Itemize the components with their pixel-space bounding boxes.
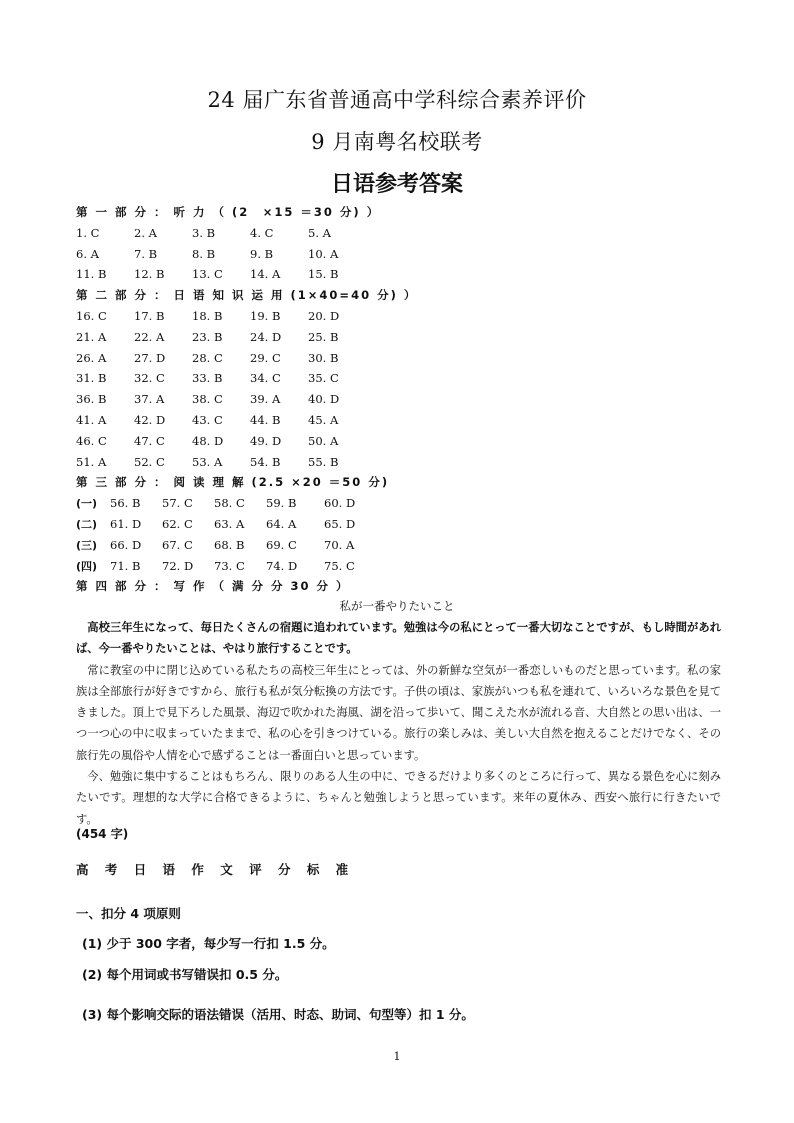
answer-item: 61. D	[110, 516, 142, 531]
answer-item: 44. B	[250, 412, 281, 427]
answer-item: 66. D	[110, 537, 142, 552]
answer-item: 11. B	[76, 267, 107, 282]
answer-row	[76, 556, 726, 577]
answer-item: 54. B	[250, 454, 281, 469]
word-count: (454 字)	[76, 827, 129, 841]
answer-item: 30. B	[308, 350, 339, 365]
answer-item: 36. B	[76, 392, 107, 407]
scoring-standard-title: 高 考 日 语 作 文 评 分 标 准	[76, 862, 355, 877]
answer-item: 57. C	[162, 496, 193, 511]
part4-heading: 第 四 部 分 ： 写 作 （ 满 分 分 30 分 ）	[76, 579, 350, 594]
answer-item: 43. C	[192, 412, 223, 427]
answer-item: 74. D	[266, 558, 298, 573]
essay-paragraph: 常に教室の中に閉じ込めている私たちの高校三年生にとっては、外の新鮮な空気が一番恋しいものだと思っています。私の家族は全部旅行が好きですから、旅行も私が気分転換の方法です。子供の頃は、家族がいつも私を連れて、いろいろな景色を見てきました。頂上で見下ろした風景、海辺で吹かれた海風、湖を沿って歩いて、聞こえた水が流れる音、大自然との思い出は、一つ一つ心の中に収まっていたままで、私の心を引きつけている。旅行の楽しみは、美しい大自然を抱えることだけでなく、その旅行先の風俗や人情を心で感ずることは一番面白いと思っています。	[76, 663, 721, 762]
part3-heading: 第 三 部 分 ： 阅 读 理 解 (2.5 ×20 ＝50 分)	[76, 475, 390, 490]
answer-item: 68. B	[214, 537, 245, 552]
answer-item: 62. C	[162, 516, 193, 531]
answer-item: 1. C	[76, 225, 100, 240]
part1-section	[76, 202, 726, 597]
answer-item: 52. C	[134, 454, 165, 469]
answer-item: 31. B	[76, 371, 107, 386]
answer-row	[76, 223, 726, 244]
answer-item: 56. B	[110, 496, 141, 511]
rule-item: (1) 少于 300 字者，每少写一行扣 1.5 分。	[82, 936, 335, 951]
answer-item: 69. C	[266, 537, 297, 552]
answer-row	[76, 264, 726, 285]
answer-item: 23. B	[192, 329, 223, 344]
answer-item: 59. B	[266, 496, 297, 511]
answer-item: 45. A	[308, 412, 339, 427]
answer-item: 50. A	[308, 433, 339, 448]
answer-item: 33. B	[192, 371, 223, 386]
page-number: 1	[393, 1050, 401, 1063]
answer-item: 60. D	[324, 496, 356, 511]
answer-item: 39. A	[250, 392, 281, 407]
answer-item: 40. D	[308, 392, 340, 407]
answer-row	[76, 327, 726, 348]
group-label: (三)	[76, 538, 98, 552]
answer-item: 27. D	[134, 350, 166, 365]
answer-item: 6. A	[76, 246, 99, 261]
answer-item: 21. A	[76, 329, 107, 344]
answer-item: 41. A	[76, 412, 107, 427]
answer-item: 10. A	[308, 246, 339, 261]
answer-item: 25. B	[308, 329, 339, 344]
answer-row	[76, 306, 726, 327]
answer-row	[76, 244, 726, 265]
answer-item: 63. A	[214, 516, 245, 531]
answer-item: 4. C	[250, 225, 274, 240]
answer-item: 51. A	[76, 454, 107, 469]
answer-row	[76, 431, 726, 452]
answer-item: 14. A	[250, 267, 281, 282]
answer-row	[76, 389, 726, 410]
answer-row	[76, 452, 726, 473]
part2-heading: 第 二 部 分 ： 日 语 知 识 运 用 (1×40=40 分) ）	[76, 288, 418, 303]
answer-item: 72. D	[162, 558, 194, 573]
answer-item: 35. C	[308, 371, 339, 386]
answer-item: 18. B	[192, 308, 223, 323]
answer-item: 22. A	[134, 329, 165, 344]
answer-item: 26. A	[76, 350, 107, 365]
answer-item: 16. C	[76, 308, 107, 323]
answer-row	[76, 493, 726, 514]
rule-heading: 一、扣分 4 项原则	[76, 906, 181, 921]
essay-paragraph: 今、勉強に集中することはもちろん、限りのある人生の中に、できるだけより多くのところに行って、異なる景色を心に刻みたいです。理想的な大学に合格できるように、ちゃんと勉強しようと思っています。来年の夏休み、西安へ旅行に行きたいです。	[76, 770, 721, 826]
answer-row	[76, 348, 726, 369]
answer-item: 67. C	[162, 537, 193, 552]
part1-heading: 第 一 部 分 ： 听 力 （ (2 ×15 ＝30 分) ）	[76, 205, 381, 219]
answer-item: 53. A	[192, 454, 223, 469]
answer-item: 28. C	[192, 350, 223, 365]
answer-item: 58. C	[214, 496, 245, 511]
answer-item: 5. A	[308, 225, 331, 240]
answer-row	[76, 368, 726, 389]
page-title: 日语参考答案	[330, 172, 463, 197]
answer-item: 55. B	[308, 454, 339, 469]
answer-item: 46. C	[76, 433, 107, 448]
essay-paragraph: 高校三年生になって、毎日たくさんの宿題に追われています。勉強は今の私にとって一番大切なことですが、もし時間があれば、今一番やりたいことは、やはり旅行することです。	[76, 621, 721, 656]
answer-item: 70. A	[324, 537, 355, 552]
answer-item: 32. C	[134, 371, 165, 386]
answer-item: 42. D	[134, 412, 166, 427]
answer-item: 2. A	[134, 225, 157, 240]
answer-row	[76, 410, 726, 431]
answer-item: 34. C	[250, 371, 281, 386]
answer-item: 49. D	[250, 433, 282, 448]
answer-item: 47. C	[134, 433, 165, 448]
essay-title: 私が一番やりたいこと	[339, 599, 455, 613]
answer-item: 24. D	[250, 329, 282, 344]
answer-item: 17. B	[134, 308, 165, 323]
answer-item: 9. B	[250, 246, 274, 261]
answer-item: 8. B	[192, 246, 216, 261]
rule-item: (2) 每个用词或书写错误扣 0.5 分。	[82, 967, 288, 982]
answer-item: 12. B	[134, 267, 165, 282]
answer-item: 20. D	[308, 308, 340, 323]
answer-item: 48. D	[192, 433, 224, 448]
answer-row	[76, 514, 726, 535]
group-label: (二)	[76, 517, 98, 531]
answer-item: 15. B	[308, 267, 339, 282]
model-essay	[76, 617, 721, 830]
answer-item: 65. D	[324, 516, 356, 531]
answer-item: 19. B	[250, 308, 281, 323]
group-label: (一)	[76, 497, 98, 511]
rule-item: (3) 每个影响交际的语法错误（活用、时态、助词、句型等）扣 1 分。	[82, 1007, 474, 1022]
exam-subtitle: 9 月南粤名校联考	[311, 130, 483, 154]
answer-item: 13. C	[192, 267, 223, 282]
answer-item: 37. A	[134, 392, 165, 407]
answer-item: 75. C	[324, 558, 355, 573]
answer-item: 73. C	[214, 558, 245, 573]
answer-item: 71. B	[110, 558, 141, 573]
answer-item: 3. B	[192, 225, 216, 240]
answer-row	[76, 535, 726, 556]
answer-item: 7. B	[134, 246, 158, 261]
answer-item: 64. A	[266, 516, 297, 531]
exam-title: 24 届广东省普通高中学科综合素养评价	[207, 88, 587, 112]
answer-item: 29. C	[250, 350, 281, 365]
group-label: (四)	[76, 559, 98, 573]
answer-item: 38. C	[192, 392, 223, 407]
